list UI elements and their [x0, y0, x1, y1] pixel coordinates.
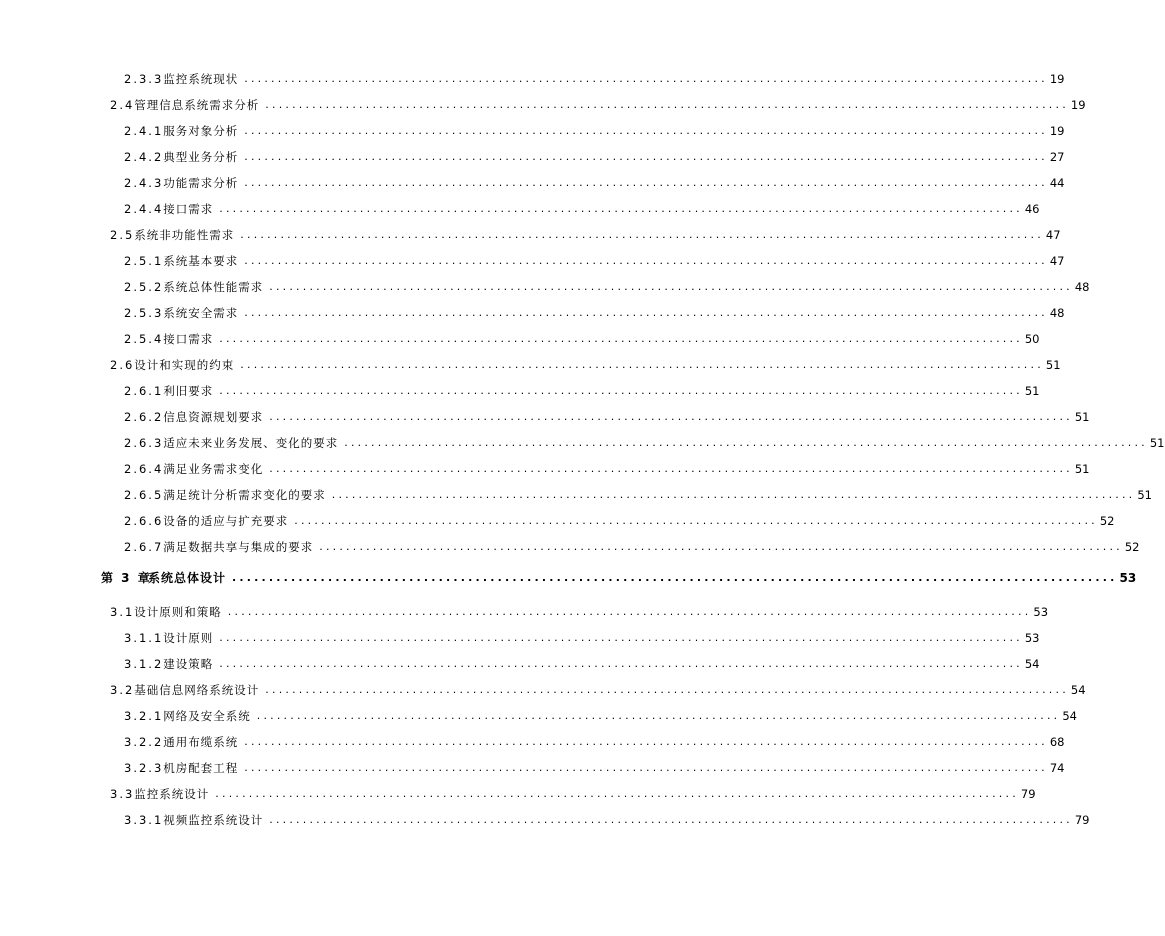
toc-entry-title: 设备的适应与扩充要求: [163, 514, 289, 528]
toc-section-entry[interactable]: [0, 602, 1049, 622]
toc-subsection-entry[interactable]: [0, 485, 1152, 505]
toc-entry-title: 视频监控系统设计: [163, 813, 264, 827]
toc-dot-leader: ........................................................................................................................: [265, 98, 1069, 111]
toc-dot-leader: ........................................................................................................................: [240, 358, 1044, 371]
toc-dot-leader: ........................................................................................................................: [232, 571, 1118, 584]
toc-entry-number: 2.4: [110, 98, 135, 112]
toc-page-number: 51: [1024, 384, 1040, 398]
toc-entry-number: 2.6.7: [124, 540, 164, 554]
toc-subsection-entry[interactable]: [0, 173, 1065, 193]
toc-entry-title: 信息资源规划要求: [163, 410, 264, 424]
toc-page-number: 51: [1137, 488, 1152, 502]
toc-entry-number: 2.5.3: [124, 306, 164, 320]
toc-entry-number: 2.5.1: [124, 254, 164, 268]
toc-dot-leader: ........................................................................................................................: [219, 631, 1023, 644]
toc-subsection-entry[interactable]: [0, 433, 1165, 453]
toc-page-number: 44: [1049, 176, 1065, 190]
toc-section-entry[interactable]: [0, 784, 1036, 804]
toc-page-number: 79: [1020, 787, 1036, 801]
toc-page-number: 54: [1062, 709, 1077, 723]
toc-subsection-entry[interactable]: [0, 329, 1040, 349]
toc-subsection-entry[interactable]: [0, 758, 1065, 778]
toc-subsection-entry[interactable]: [0, 706, 1077, 726]
toc-entry-title: 满足统计分析需求变化的要求: [163, 488, 326, 502]
toc-page-number: 46: [1024, 202, 1040, 216]
toc-page-number: 50: [1024, 332, 1040, 346]
toc-dot-leader: ........................................................................................................................: [265, 683, 1069, 696]
toc-subsection-entry[interactable]: [0, 628, 1040, 648]
toc-subsection-entry[interactable]: [0, 147, 1065, 167]
toc-section-entry[interactable]: [0, 355, 1061, 375]
toc-entry-title: 系统非功能性需求: [134, 228, 235, 242]
toc-entry-number: 3.2: [110, 683, 135, 697]
toc-page-number: 68: [1049, 735, 1065, 749]
toc-entry-title: 满足业务需求变化: [163, 462, 264, 476]
toc-dot-leader: ........................................................................................................................: [244, 306, 1048, 319]
toc-entry-title: 监控系统现状: [163, 72, 239, 86]
toc-dot-leader: ........................................................................................................................: [219, 384, 1023, 397]
toc-subsection-entry[interactable]: [0, 407, 1090, 427]
toc-entry-title: 网络及安全系统: [163, 709, 251, 723]
toc-entry-number: 3.2.2: [124, 735, 164, 749]
toc-dot-leader: ........................................................................................................................: [256, 709, 1061, 722]
toc-entry-title: 接口需求: [163, 202, 214, 216]
toc-entry-title: 通用布缆系统: [163, 735, 239, 749]
toc-page-number: 54: [1070, 683, 1086, 697]
toc-subsection-entry[interactable]: [0, 654, 1040, 674]
toc-page-number: 47: [1049, 254, 1065, 268]
toc-entry-number: 2.3.3: [124, 72, 164, 86]
toc-entry-title: 建设策略: [163, 657, 214, 671]
toc-entry-number: 3.3.1: [124, 813, 164, 827]
toc-entry-number: 2.6.2: [124, 410, 164, 424]
toc-dot-leader: ........................................................................................................................: [215, 787, 1019, 800]
toc-dot-leader: ........................................................................................................................: [344, 436, 1148, 449]
toc-entry-number: 2.5: [110, 228, 135, 242]
toc-subsection-entry[interactable]: [0, 537, 1140, 557]
toc-section-entry[interactable]: [0, 225, 1061, 245]
toc-dot-leader: ........................................................................................................................: [244, 72, 1048, 85]
toc-dot-leader: ........................................................................................................................: [244, 124, 1048, 137]
toc-subsection-entry[interactable]: [0, 459, 1090, 479]
toc-page-number: 51: [1045, 358, 1061, 372]
toc-entry-number: 2.6.1: [124, 384, 164, 398]
toc-entry-number: 2.6.6: [124, 514, 164, 528]
toc-entry-title: 典型业务分析: [163, 150, 239, 164]
toc-dot-leader: ........................................................................................................................: [269, 280, 1073, 293]
toc-dot-leader: ........................................................................................................................: [269, 410, 1073, 423]
toc-page-number: 52: [1124, 540, 1140, 554]
toc-entry-number: 2.6: [110, 358, 135, 372]
toc-page-number: 51: [1149, 436, 1165, 450]
toc-page-number: 52: [1099, 514, 1115, 528]
toc-dot-leader: ........................................................................................................................: [240, 228, 1044, 241]
toc-entry-title: 设计原则: [163, 631, 214, 645]
toc-page-number: 27: [1049, 150, 1065, 164]
toc-subsection-entry[interactable]: [0, 732, 1065, 752]
toc-page-number: 54: [1024, 657, 1040, 671]
toc-entry-number: 2.4.2: [124, 150, 164, 164]
toc-entry-title: 基础信息网络系统设计: [134, 683, 260, 697]
toc-entry-number: 2.6.3: [124, 436, 164, 450]
toc-entry-number: 2.6.5: [124, 488, 164, 502]
toc-dot-leader: ........................................................................................................................: [331, 488, 1136, 501]
toc-page-number: 19: [1049, 72, 1065, 86]
toc-dot-leader: ........................................................................................................................: [219, 202, 1023, 215]
toc-page-number: 74: [1049, 761, 1065, 775]
toc-subsection-entry[interactable]: [0, 251, 1065, 271]
toc-page-number: 19: [1070, 98, 1086, 112]
toc-page-number: 53: [1024, 631, 1040, 645]
toc-section-entry[interactable]: [0, 680, 1086, 700]
toc-subsection-entry[interactable]: [0, 121, 1065, 141]
toc-page-number: 53: [1033, 605, 1049, 619]
toc-page-number: 53: [1119, 571, 1137, 585]
toc-subsection-entry[interactable]: [0, 199, 1040, 219]
toc-entry-title: 监控系统设计: [134, 787, 210, 801]
toc-entry-number: 3.3: [110, 787, 135, 801]
toc-entry-number: 2.4.4: [124, 202, 164, 216]
toc-subsection-entry[interactable]: [0, 381, 1040, 401]
toc-dot-leader: ........................................................................................................................: [244, 254, 1048, 267]
toc-entry-title: 设计原则和策略: [134, 605, 222, 619]
toc-dot-leader: ........................................................................................................................: [244, 735, 1048, 748]
toc-entry-title: 系统安全需求: [163, 306, 239, 320]
toc-page-number: 48: [1049, 306, 1065, 320]
toc-subsection-entry[interactable]: [0, 69, 1065, 89]
toc-entry-title: 系统总体性能需求: [163, 280, 264, 294]
toc-dot-leader: ........................................................................................................................: [269, 813, 1073, 826]
toc-page-number: 51: [1074, 462, 1090, 476]
toc-entry-title: 功能需求分析: [163, 176, 239, 190]
toc-entry-number: 3.1: [110, 605, 135, 619]
toc-page-number: 79: [1074, 813, 1090, 827]
toc-dot-leader: ........................................................................................................................: [319, 540, 1123, 553]
toc-section-entry[interactable]: [0, 95, 1086, 115]
toc-entry-number: 2.4.3: [124, 176, 164, 190]
toc-dot-leader: ........................................................................................................................: [269, 462, 1073, 475]
toc-dot-leader: ........................................................................................................................: [244, 761, 1048, 774]
toc-entry-number: 3.1.1: [124, 631, 164, 645]
toc-dot-leader: ........................................................................................................................: [294, 514, 1098, 527]
toc-entry-title: 接口需求: [163, 332, 214, 346]
toc-chapter-entry[interactable]: [0, 568, 1137, 588]
toc-subsection-entry[interactable]: [0, 511, 1115, 531]
toc-entry-number: 3.2.3: [124, 761, 164, 775]
toc-entry-number: 第 3 章: [101, 571, 152, 585]
toc-page-number: 47: [1045, 228, 1061, 242]
toc-subsection-entry[interactable]: [0, 303, 1065, 323]
toc-dot-leader: ........................................................................................................................: [244, 176, 1048, 189]
toc-page-number: 19: [1049, 124, 1065, 138]
toc-entry-number: 2.4.1: [124, 124, 164, 138]
toc-entry-title: 系统基本要求: [163, 254, 239, 268]
toc-entry-number: 2.5.4: [124, 332, 164, 346]
toc-entry-title: 满足数据共享与集成的要求: [163, 540, 314, 554]
toc-entry-title: 机房配套工程: [163, 761, 239, 775]
toc-subsection-entry[interactable]: [0, 810, 1090, 830]
toc-dot-leader: ........................................................................................................................: [244, 150, 1048, 163]
toc-entry-title: 利旧要求: [163, 384, 214, 398]
toc-subsection-entry[interactable]: [0, 277, 1090, 297]
toc-dot-leader: ........................................................................................................................: [219, 657, 1023, 670]
toc-entry-title: 系统总体设计: [148, 571, 227, 585]
toc-entry-number: 3.2.1: [124, 709, 164, 723]
toc-entry-title: 服务对象分析: [163, 124, 239, 138]
toc-entry-number: 3.1.2: [124, 657, 164, 671]
toc-entry-number: 2.5.2: [124, 280, 164, 294]
toc-entry-number: 2.6.4: [124, 462, 164, 476]
toc-dot-leader: ........................................................................................................................: [227, 605, 1032, 618]
toc-entry-title: 管理信息系统需求分析: [134, 98, 260, 112]
toc-page-number: 51: [1074, 410, 1090, 424]
toc-page-number: 48: [1074, 280, 1090, 294]
toc-entry-title: 设计和实现的约束: [134, 358, 235, 372]
toc-dot-leader: ........................................................................................................................: [219, 332, 1023, 345]
toc-entry-title: 适应未来业务发展、变化的要求: [163, 436, 339, 450]
